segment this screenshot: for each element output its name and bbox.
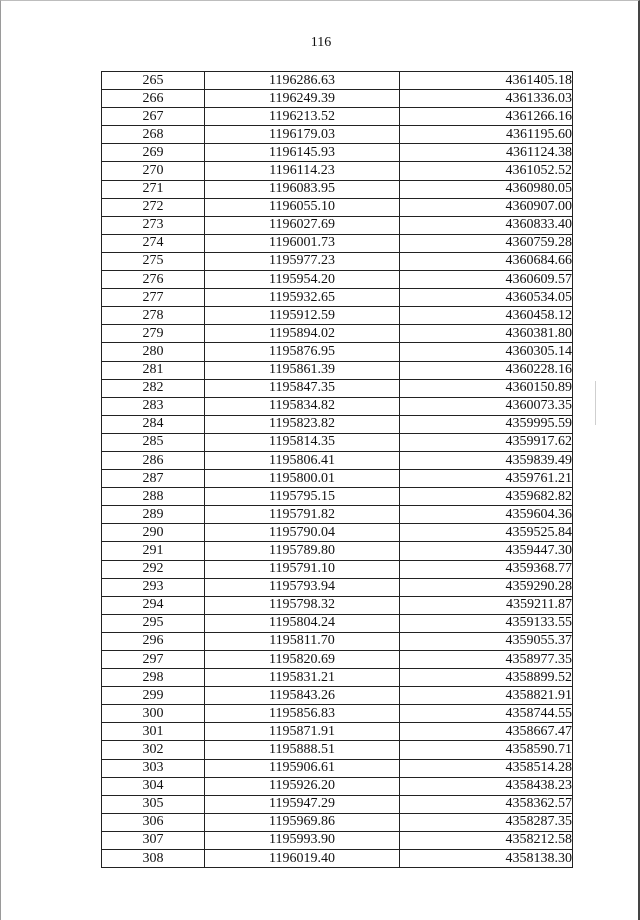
y-coordinate-cell: 4358138.30 (400, 850, 573, 868)
point-number-cell: 292 (102, 560, 205, 578)
x-coordinate-cell: 1195834.82 (205, 397, 400, 415)
point-number-cell: 303 (102, 759, 205, 777)
table-row (102, 343, 573, 361)
table-row (102, 470, 573, 488)
table-row (102, 307, 573, 325)
y-coordinate-cell: 4359604.36 (400, 506, 573, 524)
x-coordinate-cell: 1195947.29 (205, 795, 400, 813)
point-number-cell: 266 (102, 90, 205, 108)
y-coordinate-cell: 4360833.40 (400, 216, 573, 234)
x-coordinate-cell: 1195843.26 (205, 687, 400, 705)
point-number-cell: 294 (102, 596, 205, 614)
y-coordinate-cell: 4358744.55 (400, 705, 573, 723)
table-row (102, 451, 573, 469)
table-row (102, 777, 573, 795)
y-coordinate-cell: 4359290.28 (400, 578, 573, 596)
point-number-cell: 281 (102, 361, 205, 379)
table-row (102, 325, 573, 343)
x-coordinate-cell: 1196213.52 (205, 108, 400, 126)
point-number-cell: 284 (102, 415, 205, 433)
point-number-cell: 273 (102, 216, 205, 234)
table-row (102, 759, 573, 777)
y-coordinate-cell: 4359133.55 (400, 614, 573, 632)
point-number-cell: 280 (102, 343, 205, 361)
x-coordinate-cell: 1195793.94 (205, 578, 400, 596)
table-row (102, 795, 573, 813)
table-row (102, 361, 573, 379)
y-coordinate-cell: 4361405.18 (400, 72, 573, 90)
x-coordinate-cell: 1195894.02 (205, 325, 400, 343)
coordinates-table (101, 71, 573, 868)
y-coordinate-cell: 4359211.87 (400, 596, 573, 614)
y-coordinate-cell: 4358899.52 (400, 669, 573, 687)
x-coordinate-cell: 1195791.10 (205, 560, 400, 578)
y-coordinate-cell: 4360534.05 (400, 289, 573, 307)
y-coordinate-cell: 4361336.03 (400, 90, 573, 108)
y-coordinate-cell: 4358438.23 (400, 777, 573, 795)
point-number-cell: 306 (102, 813, 205, 831)
point-number-cell: 300 (102, 705, 205, 723)
x-coordinate-cell: 1196019.40 (205, 850, 400, 868)
table-row (102, 578, 573, 596)
y-coordinate-cell: 4361052.52 (400, 162, 573, 180)
x-coordinate-cell: 1195791.82 (205, 506, 400, 524)
scan-artifact-line (595, 381, 596, 425)
x-coordinate-cell: 1195847.35 (205, 379, 400, 397)
point-number-cell: 274 (102, 234, 205, 252)
y-coordinate-cell: 4360907.00 (400, 198, 573, 216)
point-number-cell: 308 (102, 850, 205, 868)
y-coordinate-cell: 4359682.82 (400, 488, 573, 506)
x-coordinate-cell: 1195888.51 (205, 741, 400, 759)
point-number-cell: 290 (102, 524, 205, 542)
point-number-cell: 269 (102, 144, 205, 162)
x-coordinate-cell: 1195814.35 (205, 433, 400, 451)
table-row (102, 397, 573, 415)
table-row (102, 723, 573, 741)
table-row (102, 180, 573, 198)
y-coordinate-cell: 4360150.89 (400, 379, 573, 397)
table-row (102, 596, 573, 614)
point-number-cell: 279 (102, 325, 205, 343)
table-row (102, 90, 573, 108)
x-coordinate-cell: 1195820.69 (205, 651, 400, 669)
table-row (102, 144, 573, 162)
x-coordinate-cell: 1195993.90 (205, 831, 400, 849)
table-row (102, 126, 573, 144)
y-coordinate-cell: 4359368.77 (400, 560, 573, 578)
table-row (102, 813, 573, 831)
point-number-cell: 283 (102, 397, 205, 415)
y-coordinate-cell: 4361266.16 (400, 108, 573, 126)
table-row (102, 651, 573, 669)
y-coordinate-cell: 4360759.28 (400, 234, 573, 252)
table-row (102, 524, 573, 542)
coordinates-table-body (102, 72, 573, 868)
point-number-cell: 305 (102, 795, 205, 813)
x-coordinate-cell: 1196286.63 (205, 72, 400, 90)
y-coordinate-cell: 4358977.35 (400, 651, 573, 669)
point-number-cell: 270 (102, 162, 205, 180)
y-coordinate-cell: 4360073.35 (400, 397, 573, 415)
point-number-cell: 277 (102, 289, 205, 307)
y-coordinate-cell: 4359447.30 (400, 542, 573, 560)
point-number-cell: 265 (102, 72, 205, 90)
point-number-cell: 289 (102, 506, 205, 524)
x-coordinate-cell: 1196114.23 (205, 162, 400, 180)
table-row (102, 741, 573, 759)
table-row (102, 560, 573, 578)
x-coordinate-cell: 1195811.70 (205, 632, 400, 650)
y-coordinate-cell: 4359761.21 (400, 470, 573, 488)
x-coordinate-cell: 1195932.65 (205, 289, 400, 307)
y-coordinate-cell: 4361124.38 (400, 144, 573, 162)
point-number-cell: 291 (102, 542, 205, 560)
point-number-cell: 285 (102, 433, 205, 451)
table-row (102, 216, 573, 234)
point-number-cell: 307 (102, 831, 205, 849)
point-number-cell: 272 (102, 198, 205, 216)
y-coordinate-cell: 4358590.71 (400, 741, 573, 759)
table-row (102, 850, 573, 868)
x-coordinate-cell: 1195871.91 (205, 723, 400, 741)
x-coordinate-cell: 1196145.93 (205, 144, 400, 162)
table-row (102, 687, 573, 705)
x-coordinate-cell: 1195926.20 (205, 777, 400, 795)
table-row (102, 198, 573, 216)
x-coordinate-cell: 1195977.23 (205, 252, 400, 270)
point-number-cell: 278 (102, 307, 205, 325)
table-row (102, 72, 573, 90)
table-row (102, 252, 573, 270)
table-row (102, 614, 573, 632)
table-row (102, 831, 573, 849)
x-coordinate-cell: 1196249.39 (205, 90, 400, 108)
x-coordinate-cell: 1196179.03 (205, 126, 400, 144)
point-number-cell: 288 (102, 488, 205, 506)
y-coordinate-cell: 4359995.59 (400, 415, 573, 433)
y-coordinate-cell: 4358362.57 (400, 795, 573, 813)
point-number-cell: 282 (102, 379, 205, 397)
table-row (102, 271, 573, 289)
y-coordinate-cell: 4358667.47 (400, 723, 573, 741)
x-coordinate-cell: 1195804.24 (205, 614, 400, 632)
point-number-cell: 297 (102, 651, 205, 669)
point-number-cell: 286 (102, 451, 205, 469)
x-coordinate-cell: 1195831.21 (205, 669, 400, 687)
point-number-cell: 276 (102, 271, 205, 289)
y-coordinate-cell: 4359917.62 (400, 433, 573, 451)
x-coordinate-cell: 1195906.61 (205, 759, 400, 777)
table-row (102, 289, 573, 307)
y-coordinate-cell: 4359055.37 (400, 632, 573, 650)
table-row (102, 669, 573, 687)
y-coordinate-cell: 4361195.60 (400, 126, 573, 144)
x-coordinate-cell: 1195800.01 (205, 470, 400, 488)
point-number-cell: 302 (102, 741, 205, 759)
y-coordinate-cell: 4360609.57 (400, 271, 573, 289)
x-coordinate-cell: 1195795.15 (205, 488, 400, 506)
point-number-cell: 267 (102, 108, 205, 126)
x-coordinate-cell: 1195790.04 (205, 524, 400, 542)
y-coordinate-cell: 4360305.14 (400, 343, 573, 361)
x-coordinate-cell: 1195876.95 (205, 343, 400, 361)
table-row (102, 234, 573, 252)
x-coordinate-cell: 1195789.80 (205, 542, 400, 560)
y-coordinate-cell: 4359525.84 (400, 524, 573, 542)
x-coordinate-cell: 1195798.32 (205, 596, 400, 614)
table-row (102, 632, 573, 650)
point-number-cell: 304 (102, 777, 205, 795)
point-number-cell: 295 (102, 614, 205, 632)
point-number-cell: 287 (102, 470, 205, 488)
point-number-cell: 296 (102, 632, 205, 650)
y-coordinate-cell: 4360980.05 (400, 180, 573, 198)
table-row (102, 705, 573, 723)
point-number-cell: 298 (102, 669, 205, 687)
point-number-cell: 268 (102, 126, 205, 144)
table-row (102, 162, 573, 180)
x-coordinate-cell: 1195969.86 (205, 813, 400, 831)
x-coordinate-cell: 1195856.83 (205, 705, 400, 723)
table-row (102, 542, 573, 560)
table-row (102, 433, 573, 451)
table-row (102, 415, 573, 433)
x-coordinate-cell: 1195806.41 (205, 451, 400, 469)
y-coordinate-cell: 4360684.66 (400, 252, 573, 270)
x-coordinate-cell: 1196083.95 (205, 180, 400, 198)
y-coordinate-cell: 4358821.91 (400, 687, 573, 705)
y-coordinate-cell: 4360381.80 (400, 325, 573, 343)
y-coordinate-cell: 4358514.28 (400, 759, 573, 777)
point-number-cell: 293 (102, 578, 205, 596)
y-coordinate-cell: 4358287.35 (400, 813, 573, 831)
y-coordinate-cell: 4359839.49 (400, 451, 573, 469)
table-row (102, 488, 573, 506)
y-coordinate-cell: 4358212.58 (400, 831, 573, 849)
y-coordinate-cell: 4360458.12 (400, 307, 573, 325)
x-coordinate-cell: 1195912.59 (205, 307, 400, 325)
x-coordinate-cell: 1196027.69 (205, 216, 400, 234)
table-row (102, 108, 573, 126)
table-row (102, 506, 573, 524)
point-number-cell: 299 (102, 687, 205, 705)
point-number-cell: 271 (102, 180, 205, 198)
x-coordinate-cell: 1195861.39 (205, 361, 400, 379)
table-row (102, 379, 573, 397)
point-number-cell: 275 (102, 252, 205, 270)
point-number-cell: 301 (102, 723, 205, 741)
x-coordinate-cell: 1196001.73 (205, 234, 400, 252)
x-coordinate-cell: 1196055.10 (205, 198, 400, 216)
x-coordinate-cell: 1195954.20 (205, 271, 400, 289)
page-number: 116 (310, 35, 332, 50)
x-coordinate-cell: 1195823.82 (205, 415, 400, 433)
y-coordinate-cell: 4360228.16 (400, 361, 573, 379)
